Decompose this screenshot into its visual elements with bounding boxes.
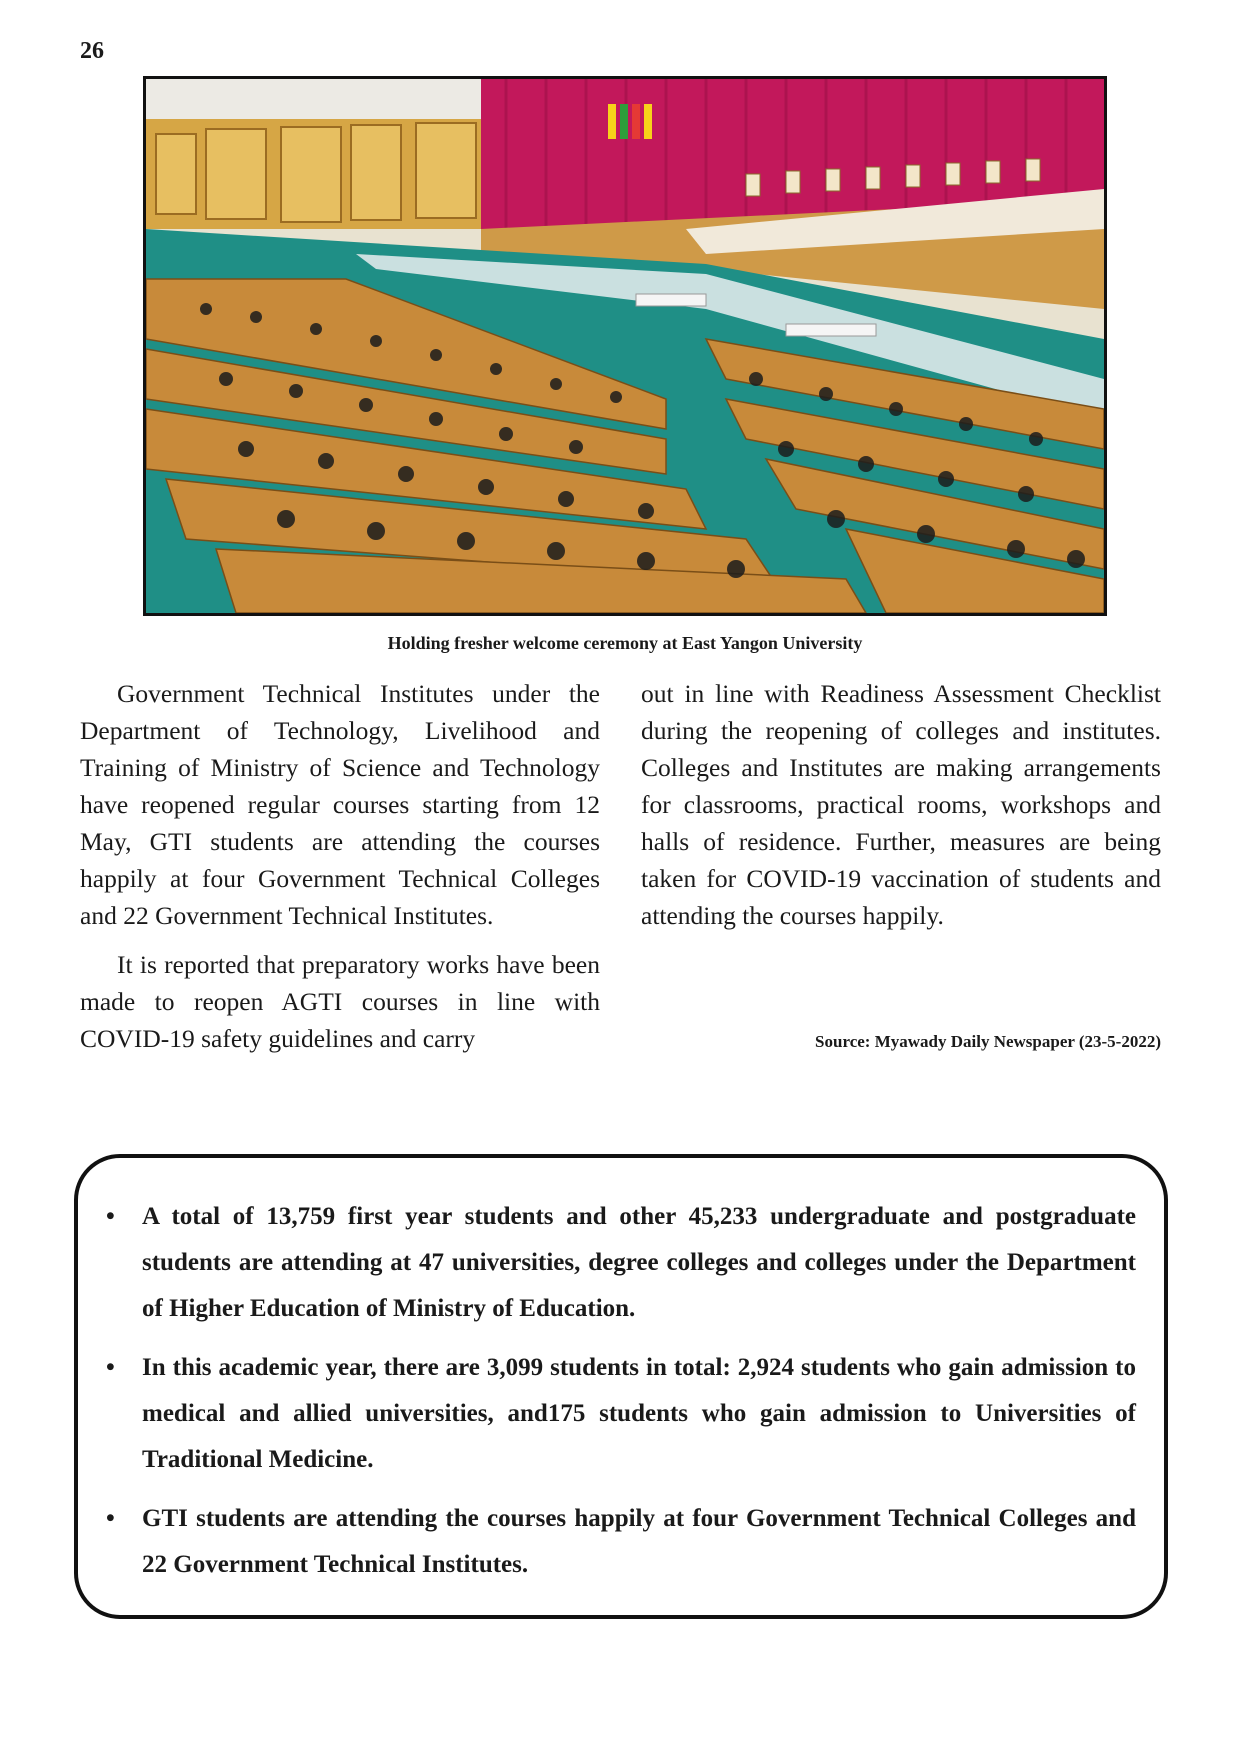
summary-item: [106, 1345, 1136, 1483]
photo-caption: Holding fresher welcome ceremony at East Yangon University: [387, 633, 863, 653]
page-number: 26: [80, 38, 104, 64]
summary-item-text: In this academic year, there are 3,099 students in total: 2,924 students who gain admission to medical and allied universities, and175 students who gain admission to Universities of Traditional Medicine.: [142, 1354, 1136, 1473]
article-right-column: [641, 675, 1161, 934]
summary-box: [74, 1154, 1168, 1619]
ceremony-photo-illustration: [146, 79, 1104, 613]
summary-item-text: GTI students are attending the courses happily at four Government Technical Colleges and 22 Government Technical Institutes.: [142, 1505, 1136, 1578]
article-paragraph: It is reported that preparatory works have been made to reopen AGTI courses in line with COVID-19 safety guidelines and carry: [80, 950, 600, 1053]
article-paragraph: out in line with Readiness Assessment Checklist during the reopening of colleges and institutes. Colleges and Institutes are making arrangements for classrooms, practical rooms, workshops and halls of residence. Further, measures are being taken for COVID-19 vaccination of students and attending the courses happily.: [641, 679, 1161, 930]
bullet-icon: •: [106, 1505, 115, 1532]
summary-item-text: A total of 13,759 first year students and other 45,233 undergraduate and postgraduate students are attending at 47 universities, degree colleges and colleges under the Department of Higher Education of Ministry of Education.: [142, 1203, 1136, 1322]
source-citation: Source: Myawady Daily Newspaper (23-5-2022): [815, 1032, 1161, 1051]
bullet-icon: •: [106, 1354, 115, 1381]
ceremony-hall-photo: [143, 76, 1107, 616]
summary-item: [106, 1194, 1136, 1332]
article-paragraph: Government Technical Institutes under the Department of Technology, Livelihood and Training of Ministry of Science and Technology have reopened regular courses starting from 12 May, GTI students are attending the courses happily at four Government Technical Colleges and 22 Government Technical Institutes.: [80, 679, 600, 930]
bullet-icon: •: [106, 1203, 115, 1230]
summary-list: [106, 1194, 1136, 1601]
summary-item: [106, 1496, 1136, 1588]
article-left-column: [80, 675, 600, 1057]
